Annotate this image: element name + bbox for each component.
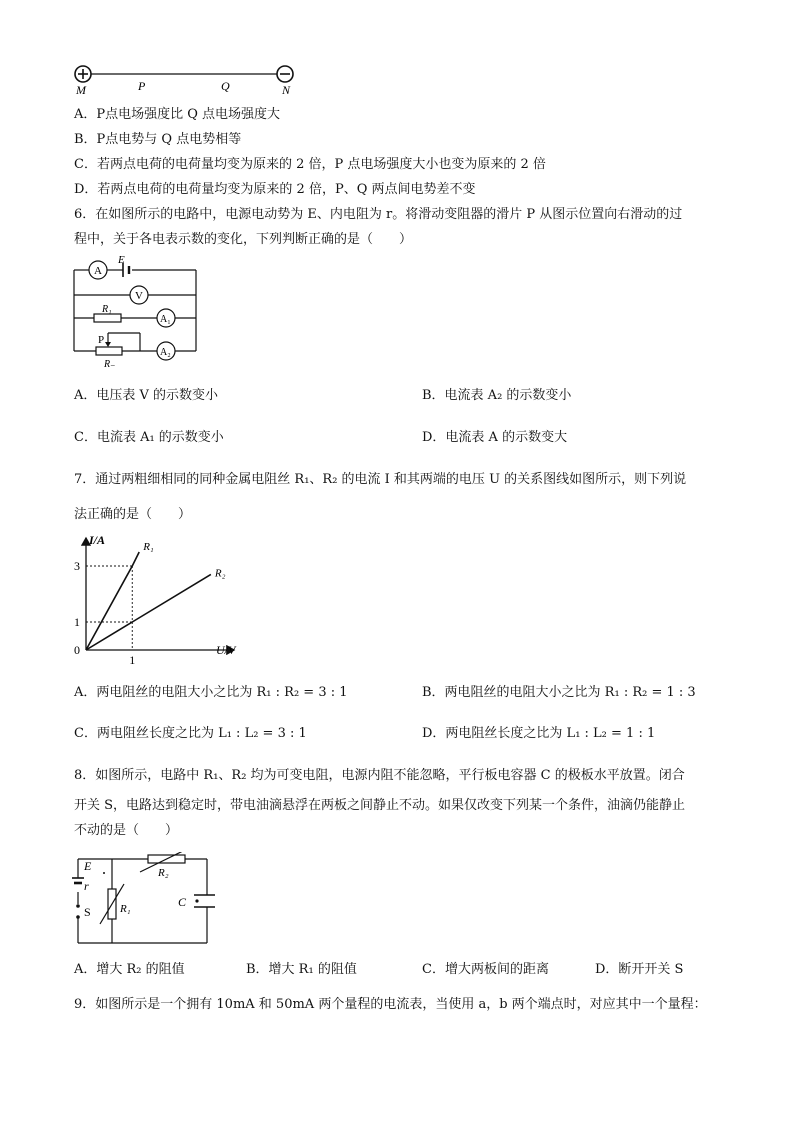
q8-stem-line-3: 不动的是（ ）: [74, 823, 179, 838]
x-tick-label-0: 1: [129, 653, 136, 667]
voltmeter-V: [130, 286, 148, 304]
q5-option-c: C．若两点电荷的电荷量均变为原来的 2 倍，P 点电场强度大小也变为原来的 2 倍: [74, 157, 546, 172]
ammeter-A: [89, 261, 107, 279]
q8-stem-line-1: 8．如图所示，电路中 R₁、R₂ 均为可变电阻，电源内阻不能忽略，平行板电容器 C 的极板水平放置。闭合: [74, 768, 685, 783]
origin-label: 0: [74, 643, 80, 657]
svg-text:A: A: [94, 265, 102, 277]
label-Rx: R₋: [104, 359, 116, 370]
y-tick-label-0: 1: [74, 615, 80, 629]
label-P: P: [98, 334, 105, 346]
label-Q: Q: [221, 79, 230, 93]
label-R2: R₂: [158, 867, 169, 879]
q7-option-a: A．两电阻丝的电阻大小之比为 R₁ : R₂ = 3 : 1: [74, 685, 348, 700]
q7-option-b: B．两电阻丝的电阻大小之比为 R₁ : R₂ = 1 : 3: [422, 685, 696, 700]
q6-option-b: B．电流表 A₂ 的示数变小: [422, 388, 572, 403]
label-r: r: [84, 879, 89, 893]
q7-option-d: D．两电阻丝长度之比为 L₁ : L₂ = 1 : 1: [422, 726, 656, 741]
q7-stem-line-1: 7．通过两粗细相同的同种金属电阻丝 R₁、R₂ 的电流 I 和其两端的电压 U 的关系图线如图所示，则下列说: [74, 472, 687, 487]
q6-option-a: A．电压表 V 的示数变小: [74, 388, 219, 403]
series-label-2: R₂: [214, 567, 226, 580]
ammeter-A2: [157, 342, 175, 360]
svg-text:V: V: [135, 290, 143, 302]
q6-stem-line-2: 程中，关于各电表示数的变化，下列判断正确的是（ ）: [74, 232, 413, 247]
label-C: C: [178, 895, 187, 909]
q7-stem-line-2: 法正确的是（ ）: [74, 507, 192, 522]
q8-option-b: B．增大 R₁ 的阻值: [246, 962, 357, 977]
q6-circuit-figure: [70, 255, 205, 370]
q7-option-c: C．两电阻丝长度之比为 L₁ : L₂ = 3 : 1: [74, 726, 307, 741]
label-N: N: [282, 83, 291, 97]
label-E: E: [84, 859, 92, 873]
q8-stem-line-2: 开关 S，电路达到稳定时，带电油滴悬浮在两板之间静止不动。如果仅改变下列某一个条件，油滴仍能静止: [74, 798, 686, 813]
y-axis-label: I/A: [89, 533, 106, 547]
q8-option-d: D．断开开关 S: [595, 962, 684, 977]
label-R1: R₁: [102, 304, 112, 315]
q8-circuit-figure: [70, 852, 215, 950]
series-line-2: [86, 574, 211, 650]
q6-option-c: C．电流表 A₁ 的示数变小: [74, 430, 224, 445]
label-S: S: [84, 905, 91, 919]
label-R1: R₁: [120, 903, 131, 915]
q7-iu-chart: [70, 532, 250, 667]
q9-stem-line-1: 9．如图所示是一个拥有 10mA 和 50mA 两个量程的电流表，当使用 a，b 两个端点时，对应其中一个量程：: [74, 997, 707, 1012]
q8-option-a: A．增大 R₂ 的阻值: [74, 962, 185, 977]
x-axis-label: U/V: [216, 643, 236, 657]
label-M: M: [76, 83, 86, 97]
q6-stem-line-1: 6．在如图所示的电路中，电源电动势为 E、内电阻为 r。将滑动变阻器的滑片 P 从图示位置向右滑动的过: [74, 207, 683, 222]
q5-option-a: A．P点电场强度比 Q 点电场强度大: [74, 107, 281, 122]
q5-charges-figure: [70, 62, 310, 98]
label-E: E: [118, 255, 125, 266]
ammeter-A1: [157, 309, 175, 327]
q8-option-c: C．增大两板间的距离: [422, 962, 549, 977]
svg-text:A₂: A₂: [160, 347, 171, 358]
series-line-1: [86, 552, 139, 650]
q6-option-d: D．电流表 A 的示数变大: [422, 430, 568, 445]
y-tick-label-1: 3: [74, 559, 80, 573]
svg-text:A₁: A₁: [160, 314, 171, 325]
q5-option-b: B．P点电势与 Q 点电势相等: [74, 132, 242, 147]
q5-option-d: D．若两点电荷的电荷量均变为原来的 2 倍，P、Q 两点间电势差不变: [74, 182, 476, 197]
label-P: P: [138, 79, 146, 93]
series-label-1: R₁: [143, 541, 154, 553]
